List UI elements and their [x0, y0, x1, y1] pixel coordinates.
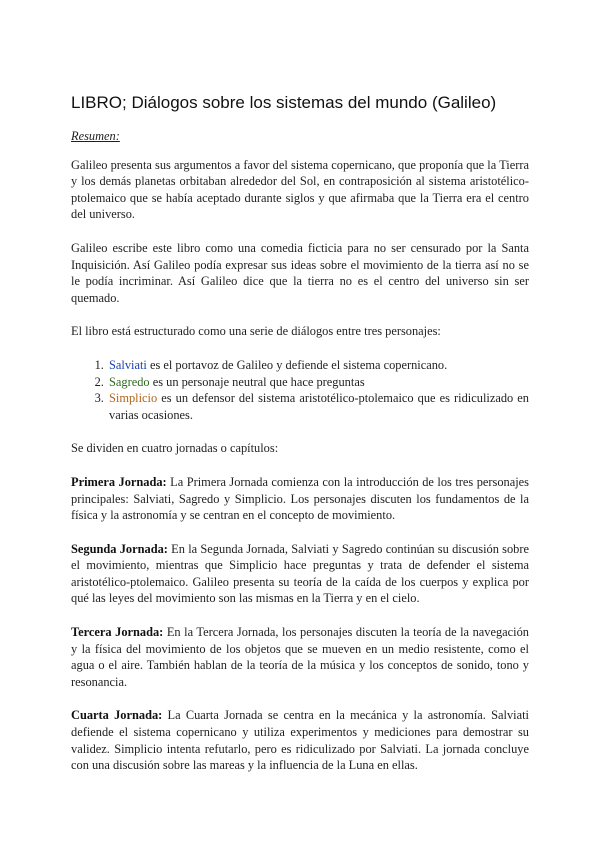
document-title: LIBRO; Diálogos sobre los sistemas del mundo (Galileo) — [71, 93, 497, 112]
jornada-text: La Cuarta Jornada se centra en la mecánica y la astronomía. Salviati defiende el sistema copernicano y utiliza experimentos y mediciones para demostrar su validez. Simplicio intenta refutarlo, pero es ridiculizado por Salviati. La jornada concluye con una discusión sobre las mareas y la influencia de la Luna en ellas. — [71, 708, 529, 773]
jornada-paragraph-4 — [71, 707, 529, 773]
character-name-sagredo: Sagredo — [109, 374, 150, 389]
jornada-paragraph-3 — [71, 624, 529, 690]
character-description: es un personaje neutral que hace preguntas — [149, 374, 365, 389]
jornada-label: Primera Jornada: — [71, 474, 167, 489]
jornada-paragraph-1 — [71, 474, 529, 524]
jornada-text: En la Tercera Jornada, los personajes discuten la teoría de la navegación y la física del movimiento de los objetos que se mueven en un medio resistente, como el agua o el aire. También hablan de la teoría de la música y los conceptos de sonido, tono y resonancia. — [71, 625, 529, 689]
character-description: es el portavoz de Galileo y defiende el sistema copernicano. — [146, 357, 448, 372]
list-item — [107, 374, 529, 391]
jornada-text: La Primera Jornada comienza con la introducción de los tres personajes principales: Salviati, Sagredo y Simplicio. Los personajes discuten los fundamentos de la física y la astronomía y se centran en el concepto de movimiento. — [71, 474, 529, 523]
divisions-intro: Se dividen en cuatro jornadas o capítulos: — [71, 441, 279, 456]
list-item — [107, 390, 529, 423]
jornada-text: En la Segunda Jornada, Salviati y Sagredo continúan su discusión sobre el movimiento, mientras que Simplicio hace preguntas y trata de defender el sistema aristotélico-ptolemaico. Galileo presenta su teoría de la caída de los cuerpos y explica por qué las leyes del movimiento son las mismas en la Tierra y en el cielo. — [71, 541, 530, 606]
censorship-paragraph: Galileo escribe este libro como una comedia ficticia para no ser censurado por la Santa Inquisición. Así Galileo podía expresar sus ideas sobre el movimiento de la tierra así no se le podía incriminar. Así Galileo dice que la tierra no es el centro del universo sin ser quemado. — [71, 240, 529, 305]
list-item — [107, 357, 529, 374]
intro-paragraph: Galileo presenta sus argumentos a favor del sistema copernicano, que proponía que la Tierra y los demás planetas orbitaban alrededor del Sol, en contraposición al sistema aristotélico-ptolemaico que se había aceptado durante siglos y que afirmaba que la Tierra era el centro del universo. — [71, 157, 529, 222]
character-description: es un defensor del sistema aristotélico-ptolemaico que es ridiculizado en varias ocasiones. — [109, 391, 529, 422]
jornada-label: Tercera Jornada: — [71, 625, 164, 640]
character-name-salviati: Salviati — [109, 357, 147, 372]
summary-label: Resumen: — [71, 129, 120, 143]
jornada-paragraph-2 — [71, 541, 529, 607]
characters-list — [71, 357, 529, 423]
jornada-label: Cuarta Jornada: — [71, 708, 163, 723]
jornada-label: Segunda Jornada: — [71, 541, 168, 556]
character-name-simplicio: Simplicio — [109, 391, 158, 406]
structure-paragraph: El libro está estructurado como una serie de diálogos entre tres personajes: — [71, 324, 441, 339]
